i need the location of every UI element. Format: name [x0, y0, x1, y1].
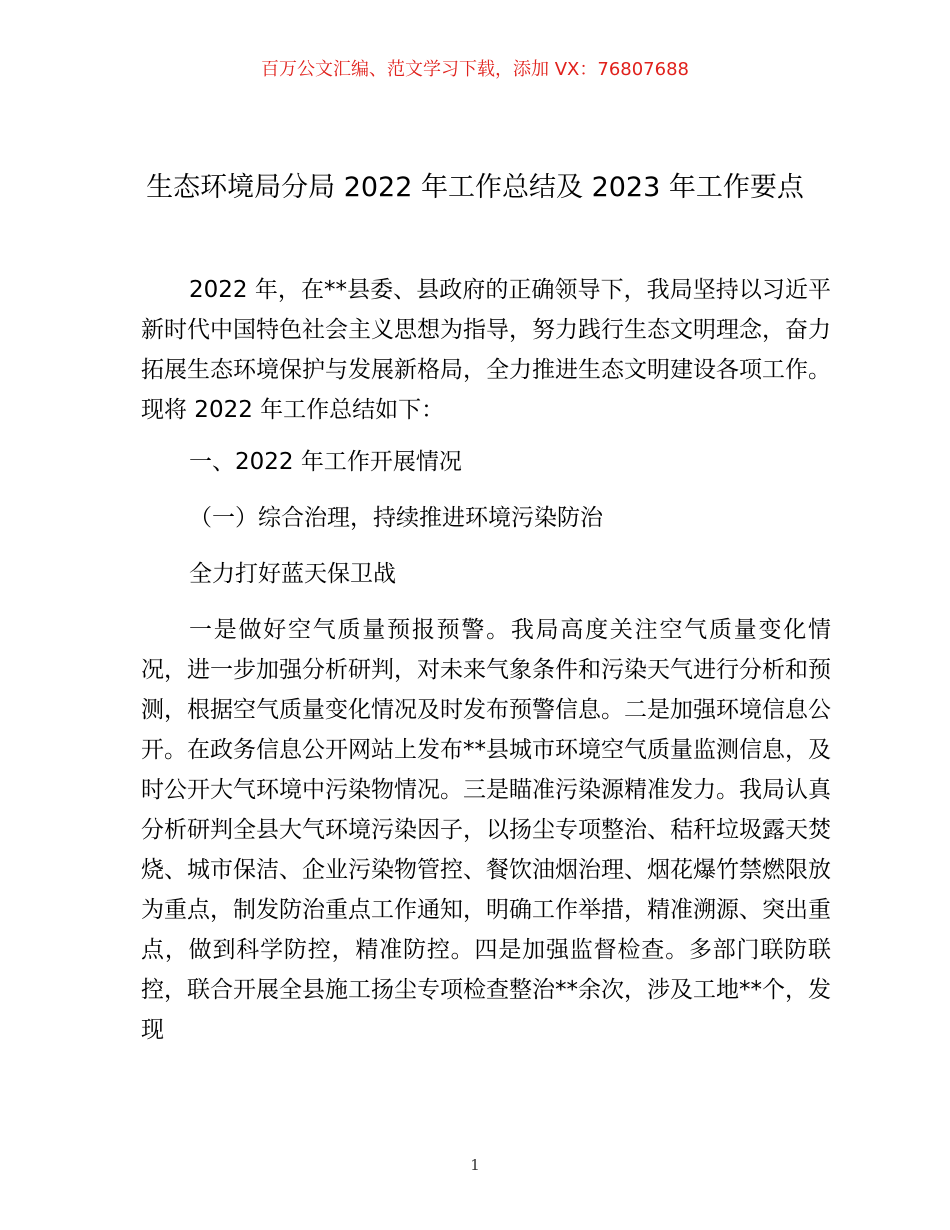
subsection-heading: （一）综合治理，持续推进环境污染防治: [189, 505, 603, 531]
document-body: [141, 270, 831, 1062]
intro-paragraph: 2022 年，在**县委、县政府的正确领导下，我局坚持以习近平新时代中国特色社会主义思想为指导，努力践行生态文明理念，奋力拓展生态环境保护与发展新格局，全力推进生态文明建设各项工作。现将 2022 年工作总结如下：: [141, 277, 831, 423]
document-title: 生态环境局分局 2022 年工作总结及 2023 年工作要点: [146, 172, 804, 203]
page-number: 1: [470, 1156, 480, 1174]
body-paragraph: 一是做好空气质量预报预警。我局高度关注空气质量变化情况，进一步加强分析研判，对未来气象条件和污染天气进行分析和预测，根据空气质量变化情况及时发布预警信息。二是加强环境信息公开。在政务信息公开网站上发布**县城市环境空气质量监测信息，及时公开大气环境中污染物情况。三是瞄准污染源精准发力。我局认真分析研判全县大气环境污染因子，以扬尘专项整治、秸秆垃圾露天焚烧、城市保洁、企业污染物管控、餐饮油烟治理、烟花爆竹禁燃限放为重点，制发防治重点工作通知，明确工作举措，精准溯源、突出重点，做到科学防控，精准防控。四是加强监督检查。多部门联防联控，联合开展全县施工扬尘专项检查整治**余次，涉及工地**个，发现: [141, 617, 831, 1043]
section-heading: 一、2022 年工作开展情况: [189, 449, 462, 475]
header-watermark-note: 百万公文汇编、范文学习下载，添加 VX：76807688: [261, 59, 689, 80]
sub-heading: 全力打好蓝天保卫战: [189, 561, 396, 587]
